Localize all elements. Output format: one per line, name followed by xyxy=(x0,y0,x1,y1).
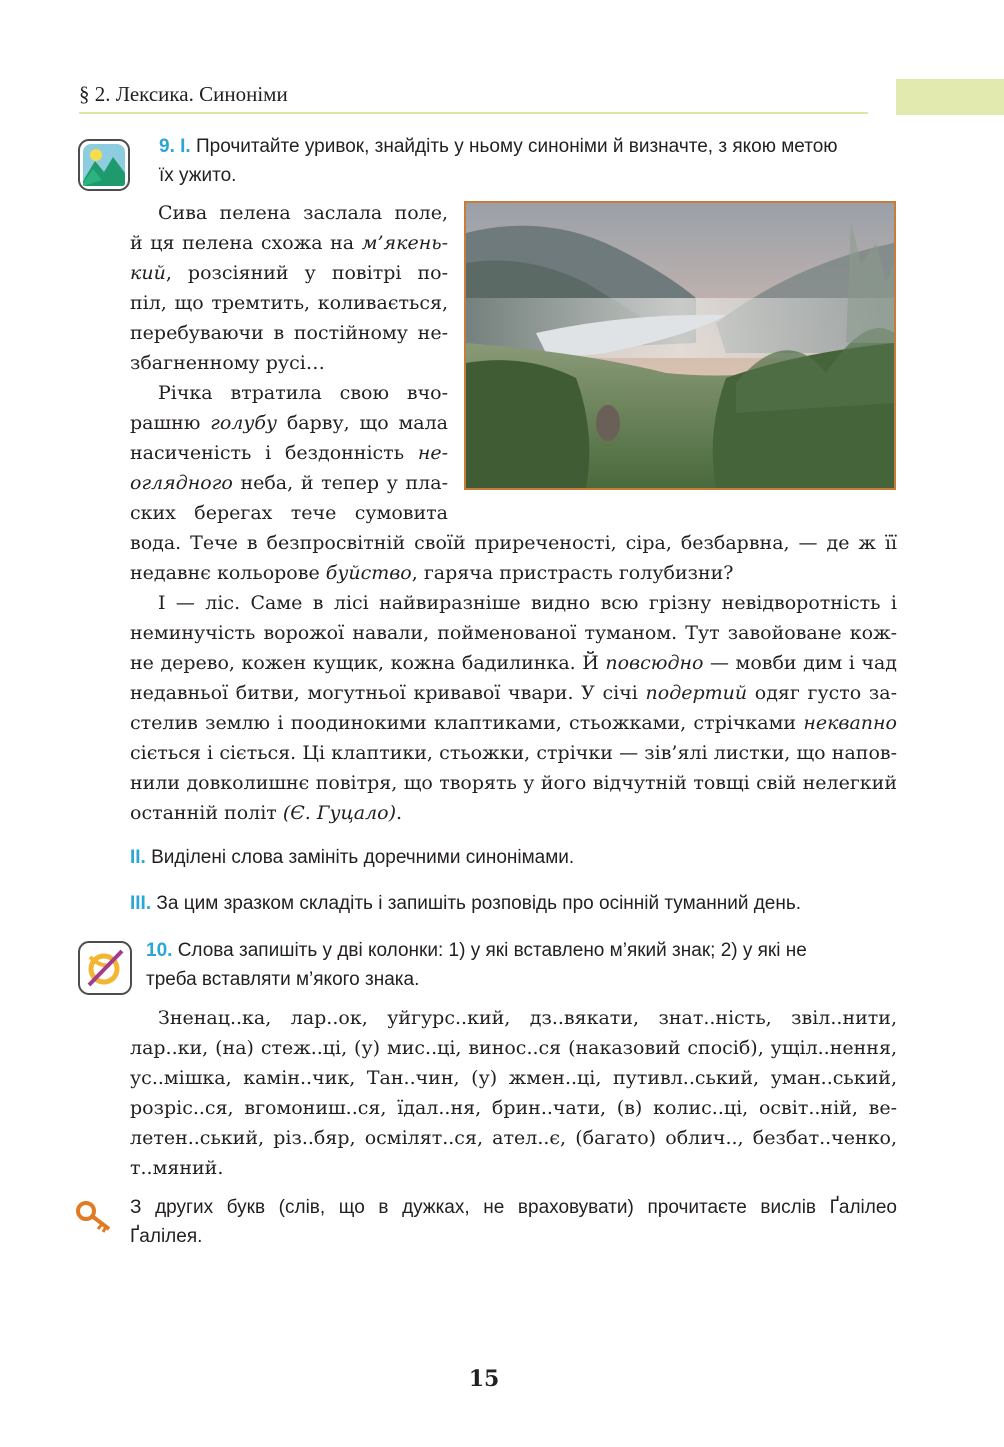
task10-instruction-line1: Слова запишіть у дві колонки: 1) у які вставлено м’який знак; 2) у які не xyxy=(177,940,807,961)
task9-number: 9. xyxy=(159,136,175,157)
excerpt-text xyxy=(130,198,897,828)
task9-instruction xyxy=(159,132,899,161)
highlighted-word: повсюдно xyxy=(605,652,704,674)
excerpt-line: вода. Тече в безпросвітній своїй приреченості, сіра, безбарвна, — де ж її xyxy=(130,532,897,554)
word-line: лар..ки, (на) стеж..ці, (у) мис..ці, винос..ся (наказовий спосіб), ущіл..нення, xyxy=(130,1037,897,1059)
task10-instruction-cont xyxy=(146,965,419,994)
task9-instruction-line2: їх ужито. xyxy=(159,165,237,186)
task10-number: 10. xyxy=(146,940,173,961)
key-hint-line2: Ґалілея. xyxy=(130,1226,203,1247)
highlighted-word: м’якень- xyxy=(361,232,448,254)
excerpt-line: Річка втратила свою вчо- xyxy=(158,382,448,404)
excerpt-line: сіється і сіється. Ці клаптики, стьожки, стрічки — зів’ялі листки, що напов- xyxy=(130,742,897,764)
task9-part2 xyxy=(130,843,574,872)
highlighted-word: кий xyxy=(130,262,166,284)
excerpt-line: насиченість і бездонність не- xyxy=(130,442,448,464)
task9-part3-label: ІІІ. xyxy=(130,893,152,914)
task10-words xyxy=(130,1003,897,1183)
excerpt-line: рашню голубу барву, що мала xyxy=(130,412,448,434)
task9-part2-text: Виділені слова замініть доречними синонімами. xyxy=(151,847,575,868)
task9-instruction-cont xyxy=(159,161,236,190)
task10-instruction xyxy=(146,936,807,965)
task9-part2-label: ІІ. xyxy=(130,847,146,868)
excerpt-line: не дерево, кожен кущик, кожна бадилинка. Й повсюдно — мовби дим і чад xyxy=(130,652,898,674)
word-line: ус..мішка, камін..чик, Тан..чин, (у) жмен..ці, путивл..ський, уман..ський, xyxy=(130,1067,897,1089)
word-line: Зненац..ка, лар..ок, уйгурс..кий, дз..вякати, знат..ність, звіл..нити, xyxy=(158,1007,897,1029)
task9-part3 xyxy=(130,889,801,918)
key-hint xyxy=(130,1193,897,1251)
highlighted-word: не- xyxy=(417,442,448,464)
highlighted-word: подертий xyxy=(645,682,748,704)
excerpt-line: кий, розсіяний у повітрі по- xyxy=(130,262,448,284)
excerpt-line: останній політ (Є. Гуцало). xyxy=(130,802,403,824)
excerpt-line: Сива пелена заслала поле, xyxy=(158,202,448,224)
excerpt-line: оглядного неба, й тепер у пла- xyxy=(130,472,448,494)
excerpt-line: ских берегах тече сумовита xyxy=(130,502,448,524)
task9-part1-label: І. xyxy=(180,136,191,157)
excerpt-line: стелив землю і поодинокими клаптиками, стьожками, стрічками неквапно xyxy=(130,712,897,734)
crossed-out-brush-icon xyxy=(78,941,132,995)
excerpt-line: збагненному русі… xyxy=(130,352,325,374)
excerpt-line: піл, що тремтить, коливається, xyxy=(130,292,448,314)
task9-part3-text: За цим зразком складіть і запишіть розповідь про осінній туманний день. xyxy=(156,893,802,914)
word-line: т..мяний. xyxy=(130,1157,224,1179)
task10-instruction-line2: треба вставляти м’якого знака. xyxy=(146,969,420,990)
excerpt-line: недавньої битви, могутньої кривавої чвари. У січі подертий одяг густо за- xyxy=(130,682,897,704)
excerpt-line: І — ліс. Саме в лісі найвиразніше видно всю грізну невідворотність і xyxy=(158,592,897,614)
word-line: розріс..ся, вгомониш..ся, їдал..ня, брин..чати, (в) колис..ці, освіт..ній, ве- xyxy=(130,1097,897,1119)
highlighted-word: голубу xyxy=(210,412,277,434)
excerpt-line: й ця пелена схожа на м’якень- xyxy=(130,232,448,254)
header-rule xyxy=(79,112,868,114)
word-line: летен..ський, різ..бяр, осмілят..ся, ател..є, (багато) облич.., безбат..ченко, xyxy=(130,1127,897,1149)
header-tab xyxy=(896,79,1004,115)
page-number: 15 xyxy=(468,1366,500,1392)
key-hint-line1: З других букв (слів, що в дужках, не враховувати) прочитаєте вислів Ґалілео xyxy=(130,1197,897,1218)
highlighted-word: неквапно xyxy=(803,712,897,734)
task9-instruction-line1: Прочитайте уривок, знайдіть у ньому синоніми й визначте, з якою метою xyxy=(195,136,838,157)
excerpt-line: нили довколишнє повітря, що творять у його відчутній товщі свій нелегкий xyxy=(130,772,897,794)
excerpt-line: неминучість ворожої навали, пойменованої туманом. Тут завойоване кож- xyxy=(130,622,897,644)
landscape-picture-icon xyxy=(78,139,130,191)
highlighted-word: оглядного xyxy=(130,472,233,494)
running-head: § 2. Лексика. Синоніми xyxy=(79,82,288,106)
highlighted-word: буйство xyxy=(325,562,412,584)
excerpt-line: недавнє кольорове буйство, гаряча пристрасть голубизни? xyxy=(130,562,734,584)
excerpt-line: перебуваючи в постійному не- xyxy=(130,322,448,344)
author-credit: (Є. Гуцало) xyxy=(282,802,396,824)
key-icon xyxy=(75,1198,115,1234)
